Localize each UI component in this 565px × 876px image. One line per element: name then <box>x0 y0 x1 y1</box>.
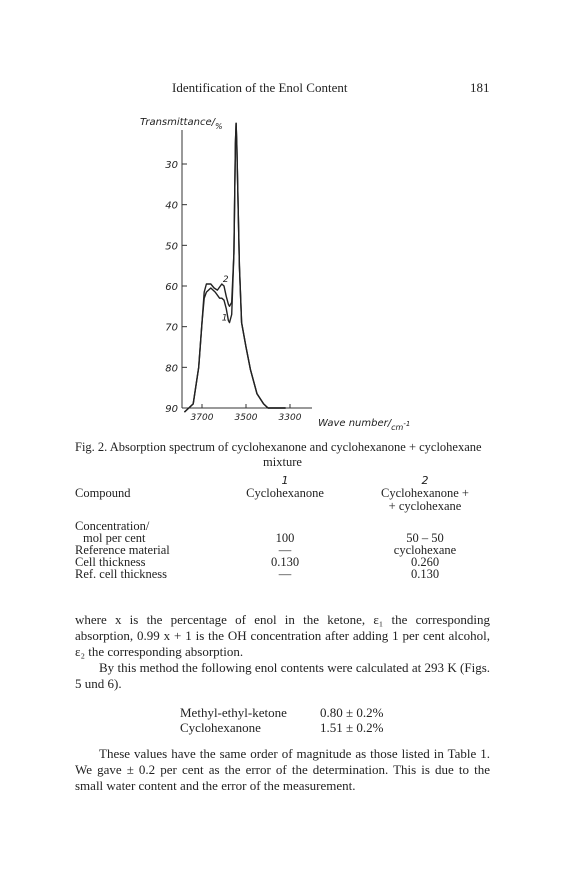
column-number-1: 1 <box>281 474 289 487</box>
figure-caption <box>75 440 490 470</box>
table-cell: 50 – 50 <box>406 531 444 545</box>
table-row-label: Concentration/ <box>75 519 150 533</box>
y-tick-label: 80 <box>165 363 178 375</box>
table-row-label: Reference material <box>75 543 170 557</box>
spectrum-curves <box>184 123 285 412</box>
page-number: 181 <box>470 80 490 95</box>
curve-label-1: 1 <box>221 313 228 324</box>
x-axis-unit: cm <box>391 423 404 432</box>
body-paragraph-1: where x is the percentage of enol in the ketone, ε₁ the corresponding absorption, 0.99 x + 1 is the OH concentration after adding 1 per cent alcohol, ε₂ the corresponding absorption. <box>75 612 490 659</box>
table-header-compound: Compound <box>75 486 131 500</box>
caption-line-1: Fig. 2. Absorption spectrum of cyclohexanone and cyclohexanone + cyclohexane <box>75 440 482 454</box>
table-cell: — <box>278 543 292 557</box>
result-value: 1.51 ± 0.2% <box>320 720 384 735</box>
table-col2-name-line2: + cyclohexane <box>388 499 462 513</box>
table-cell: 100 <box>275 531 295 545</box>
table-cell: 0.130 <box>410 567 440 581</box>
table-col2-name-line1: Cyclohexanone + <box>381 486 469 500</box>
table-cell: — <box>278 567 292 581</box>
body-paragraph-2: By this method the following enol contents were calculated at 293 K (Figs. 5 und 6). <box>75 660 490 691</box>
x-axis-title-text: Wave number/ <box>318 418 392 429</box>
figure-x-axis-title <box>318 413 410 431</box>
table-cell: 0.130 <box>270 555 300 569</box>
y-tick-label: 50 <box>165 241 178 253</box>
table-row-label: Ref. cell thickness <box>75 567 167 581</box>
x-tick-label: 3300 <box>278 413 302 423</box>
column-number-2: 2 <box>421 474 429 487</box>
y-tick-label: 90 <box>165 404 178 415</box>
body-paragraph-3: These values have the same order of magnitude as those listed in Table 1. We gave ± 0.2 per cent as the error of the determination. This is due to the small water content and the error of the measurement. <box>75 746 490 793</box>
y-axis-title-text: Transmittance/ <box>140 117 215 128</box>
x-tick-label: 3500 <box>234 413 258 423</box>
result-value: 0.80 ± 0.2% <box>320 705 384 720</box>
x-tick-label: 3700 <box>190 413 214 423</box>
result-name: Methyl-ethyl-ketone <box>180 705 287 720</box>
x-axis-exp: -1 <box>403 420 411 428</box>
y-tick-label: 30 <box>165 160 178 171</box>
table-cell: cyclohexane <box>393 543 457 557</box>
curve-label-2: 2 <box>222 274 229 285</box>
caption-line-2: mixture <box>263 455 302 469</box>
y-tick-label: 60 <box>165 282 178 293</box>
table-row-label: Cell thickness <box>75 555 146 569</box>
running-title: Identification of the Enol Content <box>172 80 348 95</box>
table-cell: 0.260 <box>410 555 440 569</box>
y-axis-unit: % <box>214 122 223 131</box>
spectrum-series-2 <box>184 123 285 412</box>
table-col1-name: Cyclohexanone <box>246 486 324 500</box>
table-row-label: mol per cent <box>83 531 146 545</box>
y-tick-label: 70 <box>165 322 178 334</box>
y-axis <box>165 130 187 415</box>
result-name: Cyclohexanone <box>180 720 261 735</box>
y-tick-label: 40 <box>165 200 178 212</box>
x-axis <box>182 404 312 423</box>
